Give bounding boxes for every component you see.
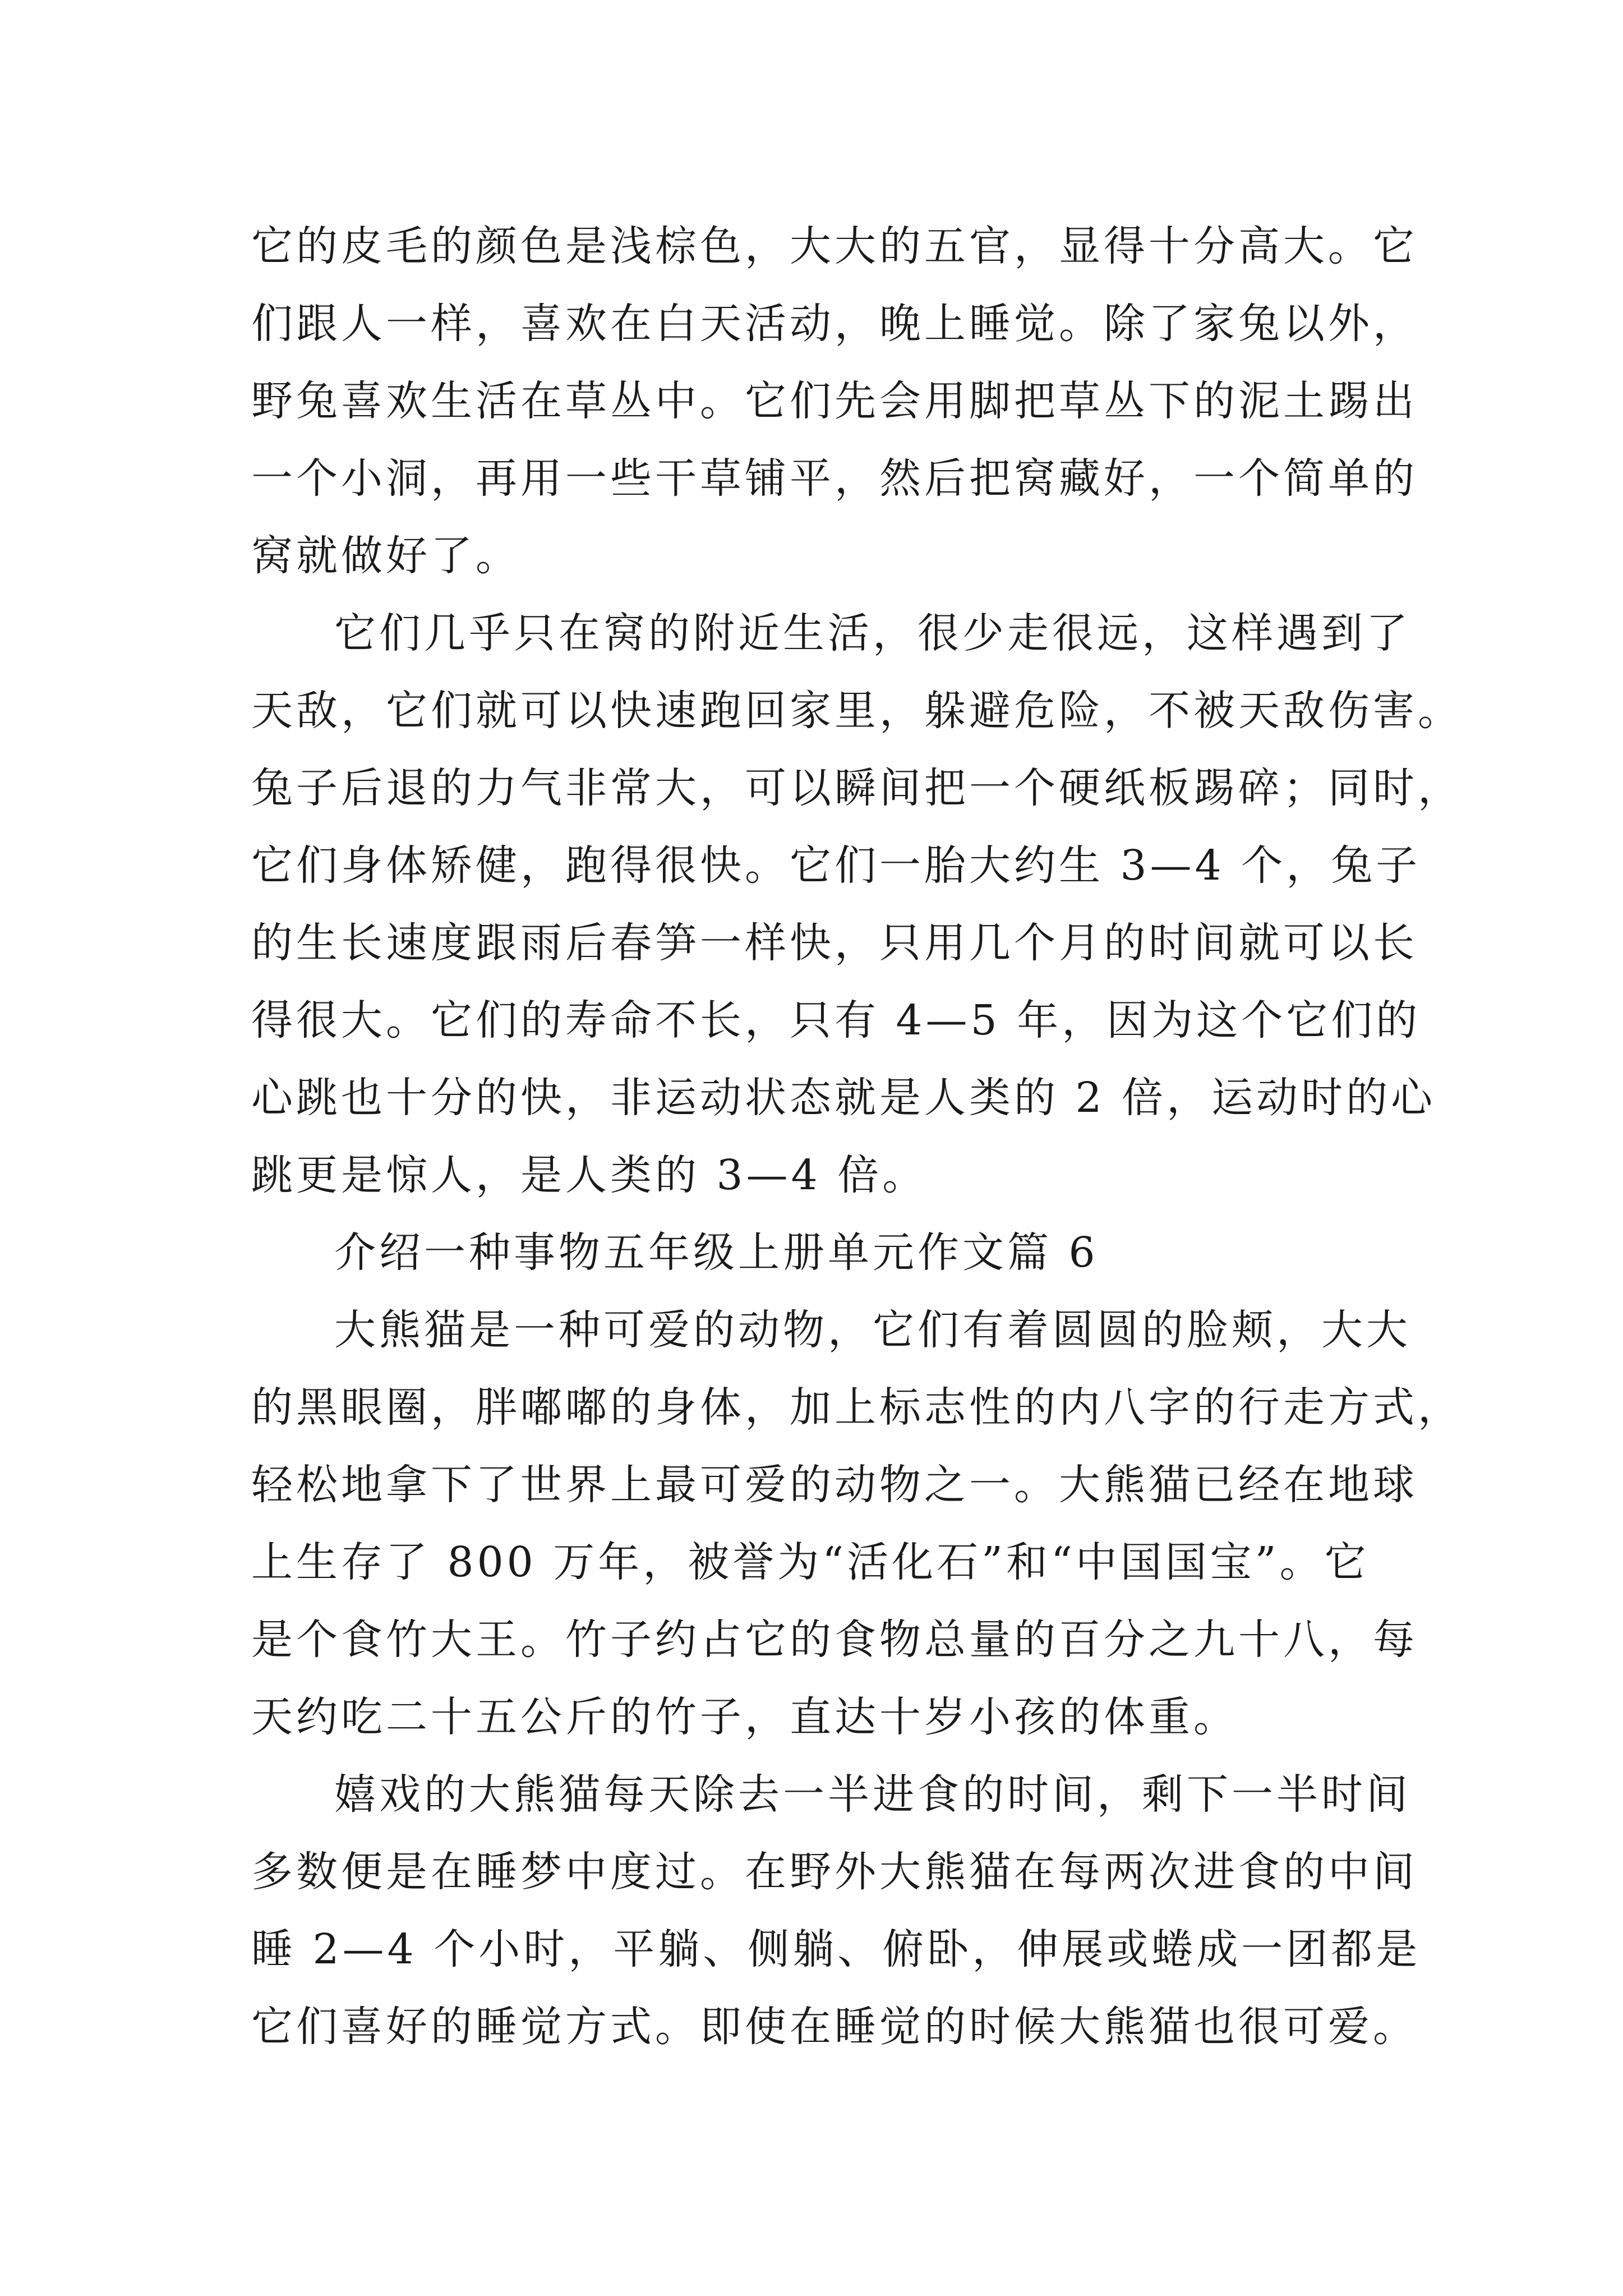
text-line: 们跟人一样，喜欢在白天活动，晚上睡觉。除了家兔以外， (251, 300, 1418, 348)
text-line: 得很大。它们的寿命不长，只有 4—5 年，因为这个它们的 (251, 996, 1421, 1045)
text-line: 的黑眼圈，胖嘟嘟的身体，加上标志性的内八字的行走方式， (251, 1383, 1463, 1432)
paragraph-start-line: 大熊猫是一种可爱的动物，它们有着圆圆的脸颊，大大 (334, 1306, 1411, 1354)
paragraph-start-line: 嬉戏的大熊猫每天除去一半进食的时间，剩下一半时间 (334, 1770, 1411, 1819)
text-line: 它们喜好的睡觉方式。即使在睡觉的时候大熊猫也很可爱。 (251, 2003, 1418, 2051)
text-line: 多数便是在睡梦中度过。在野外大熊猫在每两次进食的中间 (251, 1848, 1418, 1896)
text-line: 睡 2—4 个小时，平躺、侧躺、俯卧，伸展或蜷成一团都是 (251, 1925, 1421, 1973)
text-line: 跳更是惊人，是人类的 3—4 倍。 (251, 1151, 928, 1199)
text-line: 心跳也十分的快，非运动状态就是人类的 2 倍，运动时的心 (251, 1074, 1436, 1122)
text-line: 一个小洞，再用一些干草铺平，然后把窝藏好，一个简单的 (251, 454, 1418, 503)
text-line: 天敌，它们就可以快速跑回家里，躲避危险，不被天敌伤害。 (251, 687, 1463, 735)
document-body (251, 208, 1463, 2065)
text-line: 兔子后退的力气非常大，可以瞬间把一个硬纸板踢碎；同时， (251, 764, 1463, 812)
text-line: 它的皮毛的颜色是浅棕色，大大的五官，显得十分高大。它 (251, 222, 1418, 270)
text-line: 轻松地拿下了世界上最可爱的动物之一。大熊猫已经在地球 (251, 1461, 1418, 1509)
paragraph-start-line: 它们几乎只在窝的附近生活，很少走很远，这样遇到了 (334, 609, 1411, 657)
text-line: 天约吃二十五公斤的竹子，直达十岁小孩的体重。 (251, 1693, 1238, 1741)
text-line: 的生长速度跟雨后春笋一样快，只用几个月的时间就可以长 (251, 919, 1418, 967)
section-heading: 介绍一种事物五年级上册单元作文篇 6 (334, 1228, 1099, 1277)
text-line: 上生存了 800 万年，被誉为“活化石”和“中国国宝”。它 (251, 1538, 1370, 1586)
text-line: 野兔喜欢生活在草丛中。它们先会用脚把草丛下的泥土踢出 (251, 377, 1418, 425)
text-line: 是个食竹大王。竹子约占它的食物总量的百分之九十八，每 (251, 1616, 1418, 1664)
text-line: 窝就做好了。 (251, 532, 520, 580)
text-line: 它们身体矫健，跑得很快。它们一胎大约生 3—4 个，兔子 (251, 841, 1421, 890)
